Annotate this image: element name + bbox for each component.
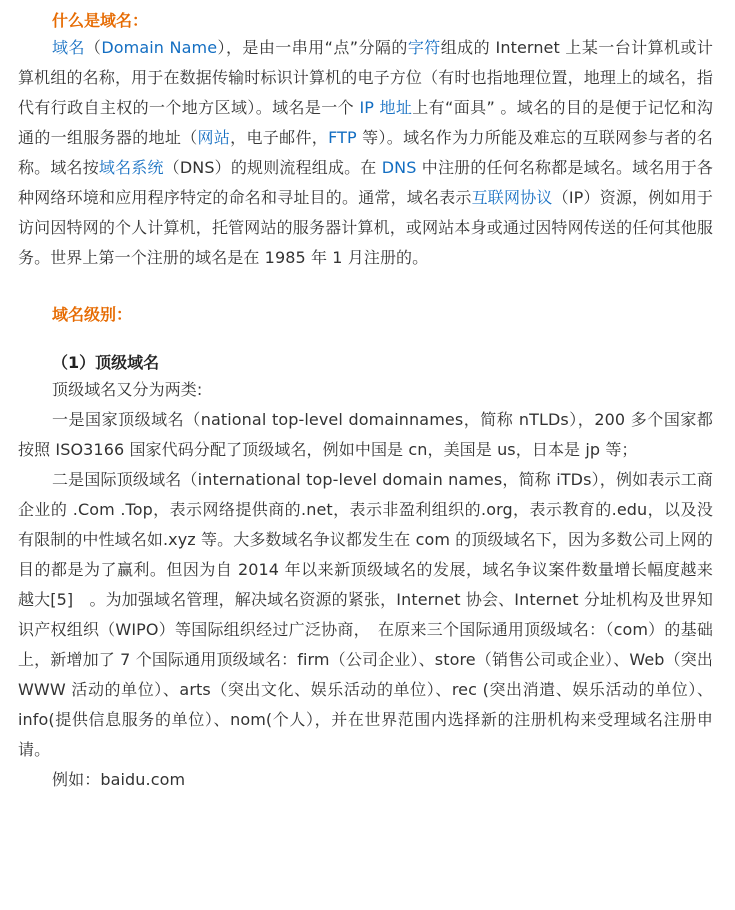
link-character[interactable]: 字符 bbox=[407, 38, 441, 57]
paragraph-domain-definition: 域名（Domain Name），是由一串用“点”分隔的字符组成的 Internet 上某一台计算机或计算机组的名称，用于在数据传输时标识计算机的电子方位（有时也指地理位置，地理上的域名，指代有行政自主权的一个地方区域）。域名是一个 IP 地址上有“面具” 。域名的目的是便于记忆和沟通的一组服务器的地址（网站，电子邮件，FTP 等）。域名作为力所能及难忘的互联网参与者的名称。域名按域名系统（DNS）的规则流程组成。在 DNS 中注册的任何名称都是域名。域名用于各种网络环境和应用程序特定的命名和寻址目的。通常，域名表示互联网协议（IP）资源，例如用于访问因特网的个人计算机，托管网站的服务器计算机，或网站本身或通过因特网传送的任何其他服务。世界上第一个注册的域名是在 1985 年 1 月注册的。 bbox=[18, 38, 714, 267]
link-dns[interactable]: DNS bbox=[381, 158, 417, 177]
paragraph-tld-intro: 顶级域名又分为两类: bbox=[52, 380, 203, 399]
link-domain-name[interactable]: 域名 bbox=[52, 38, 85, 57]
link-ip-address[interactable]: IP 地址 bbox=[359, 98, 413, 117]
section-heading-domain-levels: 域名级别： bbox=[52, 305, 133, 324]
paragraph-national-tld: 一是国家顶级域名（national top-level domainnames，简称 nTLDs），200 多个国家都按照 ISO3166 国家代码分配了顶级域名，例如中国是 cn，美国是 us，日本是 jp 等； bbox=[18, 410, 713, 459]
example-label: 例如： bbox=[52, 770, 101, 789]
section-heading-what-is-domain: 什么是域名： bbox=[52, 11, 149, 30]
paragraph-international-tld: 二是国际顶级域名（international top-level domain names，简称 iTDs），例如表示工商企业的 .Com .Top，表示网络提供商的.net，表示非盈利组织的.org，表示教育的.edu，以及没有限制的中性域名如.xyz 等。大多数域名争议都发生在 com 的顶级域名下，因为多数公司上网的目的都是为了赢利。但因为自 2014 年以来新顶级域名的发展，域名争议案件数量增长幅度越来越大[5] 。为加强域名管理，解决域名资源的紧张，Internet 协会、Internet 分址机构及世界知识产权组织（WIPO）等国际组织经过广泛协商， 在原来三个国际通用顶级域名：（com）的基础上，新增加了 7 个国际通用顶级域名：firm（公司企业）、store（销售公司或企业）、Web（突出 WWW 活动的单位）、arts（突出文化、娱乐活动的单位）、rec (突出消遣、娱乐活动的单位）、info(提供信息服务的单位）、nom(个人），并在世界范围内选择新的注册机构来受理域名注册申请。 bbox=[18, 470, 713, 759]
subheading-top-level-domain: （1）顶级域名 bbox=[52, 353, 160, 372]
paragraph-example bbox=[18, 765, 713, 795]
link-internet-protocol[interactable]: 互联网协议 bbox=[471, 188, 553, 207]
link-dns-system[interactable]: 域名系统 bbox=[98, 158, 164, 177]
link-website[interactable]: 网站 bbox=[197, 128, 231, 147]
example-domain: baidu.com bbox=[100, 770, 186, 789]
link-ftp[interactable]: FTP bbox=[328, 128, 357, 147]
link-domain-name-en[interactable]: Domain Name bbox=[101, 38, 218, 57]
